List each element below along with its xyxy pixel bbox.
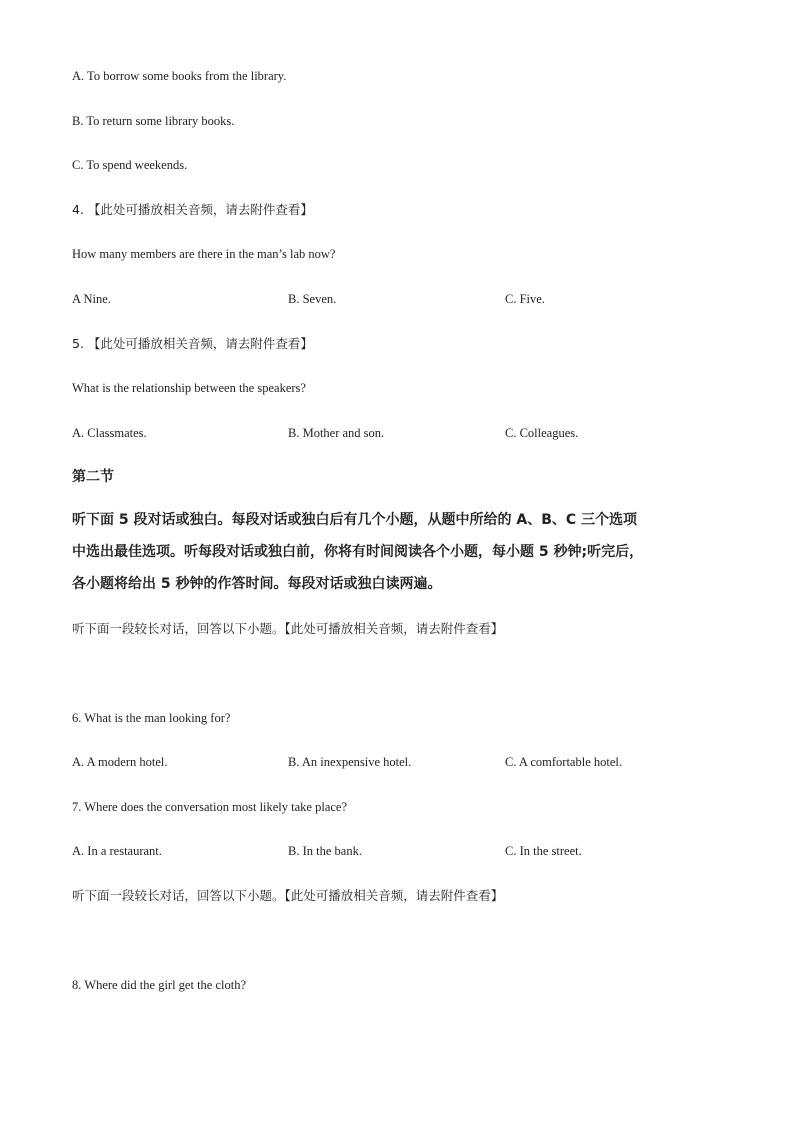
q5-option-b: B. Mother and son. [288,426,385,440]
q4-header: 4. 【此处可播放相关音频，请去附件查看】 [72,202,313,217]
q7-option-c: C. In the street. [505,844,582,858]
q7-options [72,843,732,859]
section-instruction-line-3: 各小题将给出 5 秒钟的作答时间。每段对话或独白读两遍。 [72,576,442,592]
q3-option-c: C. To spend weekends. [72,158,188,172]
q5-header: 5. 【此处可播放相关音频，请去附件查看】 [72,336,313,351]
q7-option-b: B. In the bank. [288,844,362,858]
q5-question: What is the relationship between the speakers? [72,381,306,395]
section-instruction-line-1: 听下面 5 段对话或独白。每段对话或独白后有几个小题，从题中所给的 A、B、C 三个选项 [72,512,638,528]
q5-options [72,425,732,441]
q7-option-a: A. In a restaurant. [72,844,162,858]
q6-question: 6. What is the man looking for? [72,711,231,725]
q8-question: 8. Where did the girl get the cloth? [72,978,247,992]
q6-option-c: C. A comfortable hotel. [505,755,622,769]
q6-option-b: B. An inexpensive hotel. [288,755,412,769]
q4-options [72,291,732,307]
q4-option-c: C. Five. [505,292,545,306]
q6-option-a: A. A modern hotel. [72,755,168,769]
q4-question: How many members are there in the man’s lab now? [72,247,336,261]
section-title: 第二节 [72,469,114,485]
q6-options [72,754,732,770]
dialog-2-intro: 听下面一段较长对话，回答以下小题。【此处可播放相关音频，请去附件查看】 [72,888,504,903]
section-instruction-line-2: 中选出最佳选项。听每段对话或独白前，你将有时间阅读各个小题，每小题 5 秒钟;听完后， [72,544,644,560]
q4-option-b: B. Seven. [288,292,337,306]
dialog-1-intro: 听下面一段较长对话，回答以下小题。【此处可播放相关音频，请去附件查看】 [72,621,504,636]
q4-option-a: A Nine. [72,292,111,306]
q7-question: 7. Where does the conversation most likely take place? [72,800,348,814]
q5-option-c: C. Colleagues. [505,426,579,440]
q3-option-a: A. To borrow some books from the library. [72,69,287,83]
q5-option-a: A. Classmates. [72,426,147,440]
q3-option-b: B. To return some library books. [72,114,235,128]
